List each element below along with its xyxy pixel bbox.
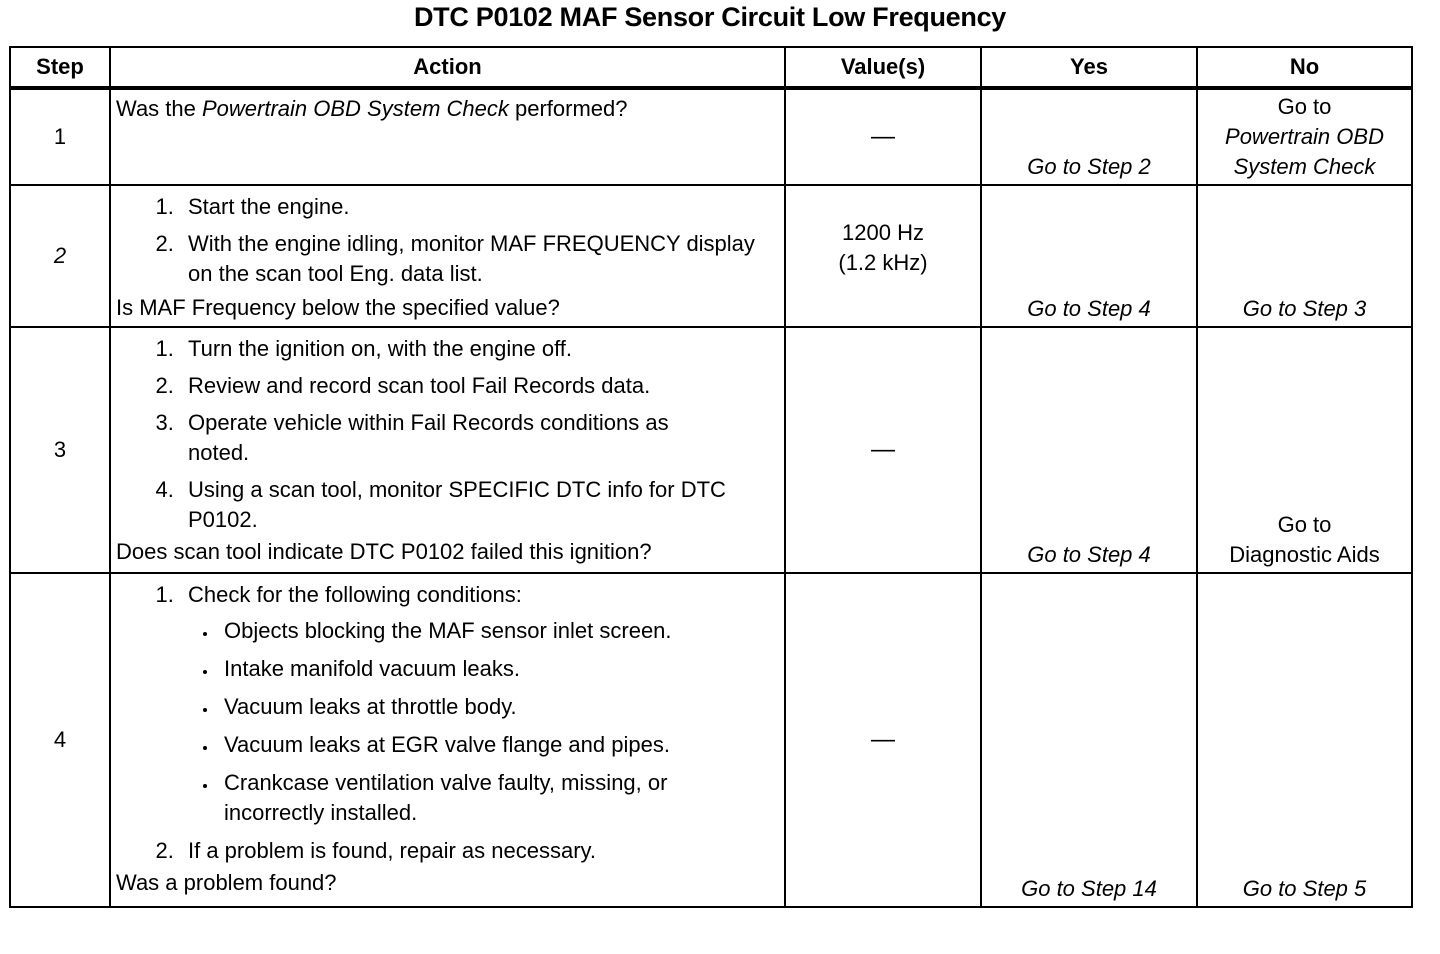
step-number: 2	[10, 185, 110, 327]
step-number: 3	[10, 327, 110, 573]
table-row	[10, 573, 1412, 907]
action-steps	[116, 580, 784, 866]
step-number: 1	[10, 88, 110, 185]
yes-cell	[981, 88, 1197, 185]
yes-result: Go to Step 2	[1027, 154, 1151, 179]
action-text: Was the	[116, 96, 202, 121]
values-cell	[785, 185, 981, 327]
no-cell	[1197, 573, 1412, 907]
condition-item: • Objects blocking the MAF sensor inlet screen.	[218, 616, 784, 646]
column-header-action: Action	[110, 47, 785, 88]
value-dash: —	[871, 123, 895, 150]
action-steps	[116, 334, 784, 535]
column-header-values: Value(s)	[785, 47, 981, 88]
table-row	[10, 327, 1412, 573]
action-step-text: Check for the following conditions:	[188, 582, 522, 607]
action-cell	[110, 88, 785, 185]
action-cell	[110, 573, 785, 907]
yes-cell	[981, 573, 1197, 907]
condition-item: • Crankcase ventilation valve faulty, missing, or incorrectly installed.	[218, 768, 744, 828]
yes-result: Go to Step 4	[1027, 542, 1151, 567]
no-result-line: System Check	[1233, 154, 1376, 179]
no-result-line: Powertrain OBD	[1225, 124, 1384, 149]
no-result-line: Diagnostic Aids	[1229, 542, 1380, 567]
no-result	[1198, 510, 1411, 570]
action-cell	[110, 327, 785, 573]
action-question: Is MAF Frequency below the specified value?	[116, 295, 560, 320]
column-header-yes: Yes	[981, 47, 1197, 88]
action-cell	[110, 185, 785, 327]
condition-item: • Vacuum leaks at throttle body.	[218, 692, 784, 722]
no-cell	[1197, 88, 1412, 185]
no-result-line: Go to	[1277, 94, 1332, 119]
condition-item: • Vacuum leaks at EGR valve flange and pipes.	[218, 730, 784, 760]
values-cell	[785, 88, 981, 185]
values-cell	[785, 573, 981, 907]
action-steps	[116, 192, 784, 289]
value-dash: —	[871, 436, 895, 463]
no-cell	[1197, 327, 1412, 573]
column-header-step: Step	[10, 47, 110, 88]
no-result-line: Go to	[1277, 512, 1332, 537]
action-question: Does scan tool indicate DTC P0102 failed this ignition?	[116, 539, 652, 564]
value-line: (1.2 kHz)	[838, 250, 928, 275]
page-title: DTC P0102 MAF Sensor Circuit Low Frequency	[413, 2, 1007, 32]
action-step: 1. Turn the ignition on, with the engine off.	[180, 334, 784, 364]
action-question	[116, 94, 784, 124]
action-step: 1. Start the engine.	[180, 192, 784, 222]
table-header-row	[10, 47, 1412, 88]
table-row	[10, 185, 1412, 327]
yes-result: Go to Step 14	[1021, 876, 1157, 901]
action-step: 4. Using a scan tool, monitor SPECIFIC DTC info for DTC P0102.	[180, 475, 728, 535]
action-text: performed?	[508, 96, 628, 121]
action-step: 2. If a problem is found, repair as necessary.	[180, 836, 784, 866]
step-number: 4	[10, 573, 110, 907]
no-result: Go to Step 5	[1242, 876, 1367, 901]
value-line: 1200 Hz	[842, 220, 924, 245]
action-step	[180, 580, 784, 828]
action-step: 2. Review and record scan tool Fail Records data.	[180, 371, 784, 401]
action-reference: Powertrain OBD System Check	[202, 96, 509, 121]
column-header-no: No	[1197, 47, 1412, 88]
table-row	[10, 88, 1412, 185]
no-cell	[1197, 185, 1412, 327]
action-step: 2. With the engine idling, monitor MAF FREQUENCY display on the scan tool Eng. data list.	[180, 229, 784, 289]
yes-cell	[981, 327, 1197, 573]
condition-item: • Intake manifold vacuum leaks.	[218, 654, 784, 684]
diagnostic-table	[9, 46, 1413, 908]
action-step: 3. Operate vehicle within Fail Records conditions as noted.	[180, 408, 728, 468]
yes-cell	[981, 185, 1197, 327]
value-dash: —	[871, 726, 895, 753]
condition-list	[188, 616, 784, 828]
yes-result: Go to Step 4	[1027, 296, 1151, 321]
action-question: Was a problem found?	[116, 870, 337, 895]
no-result: Go to Step 3	[1242, 296, 1367, 321]
values-cell	[785, 327, 981, 573]
